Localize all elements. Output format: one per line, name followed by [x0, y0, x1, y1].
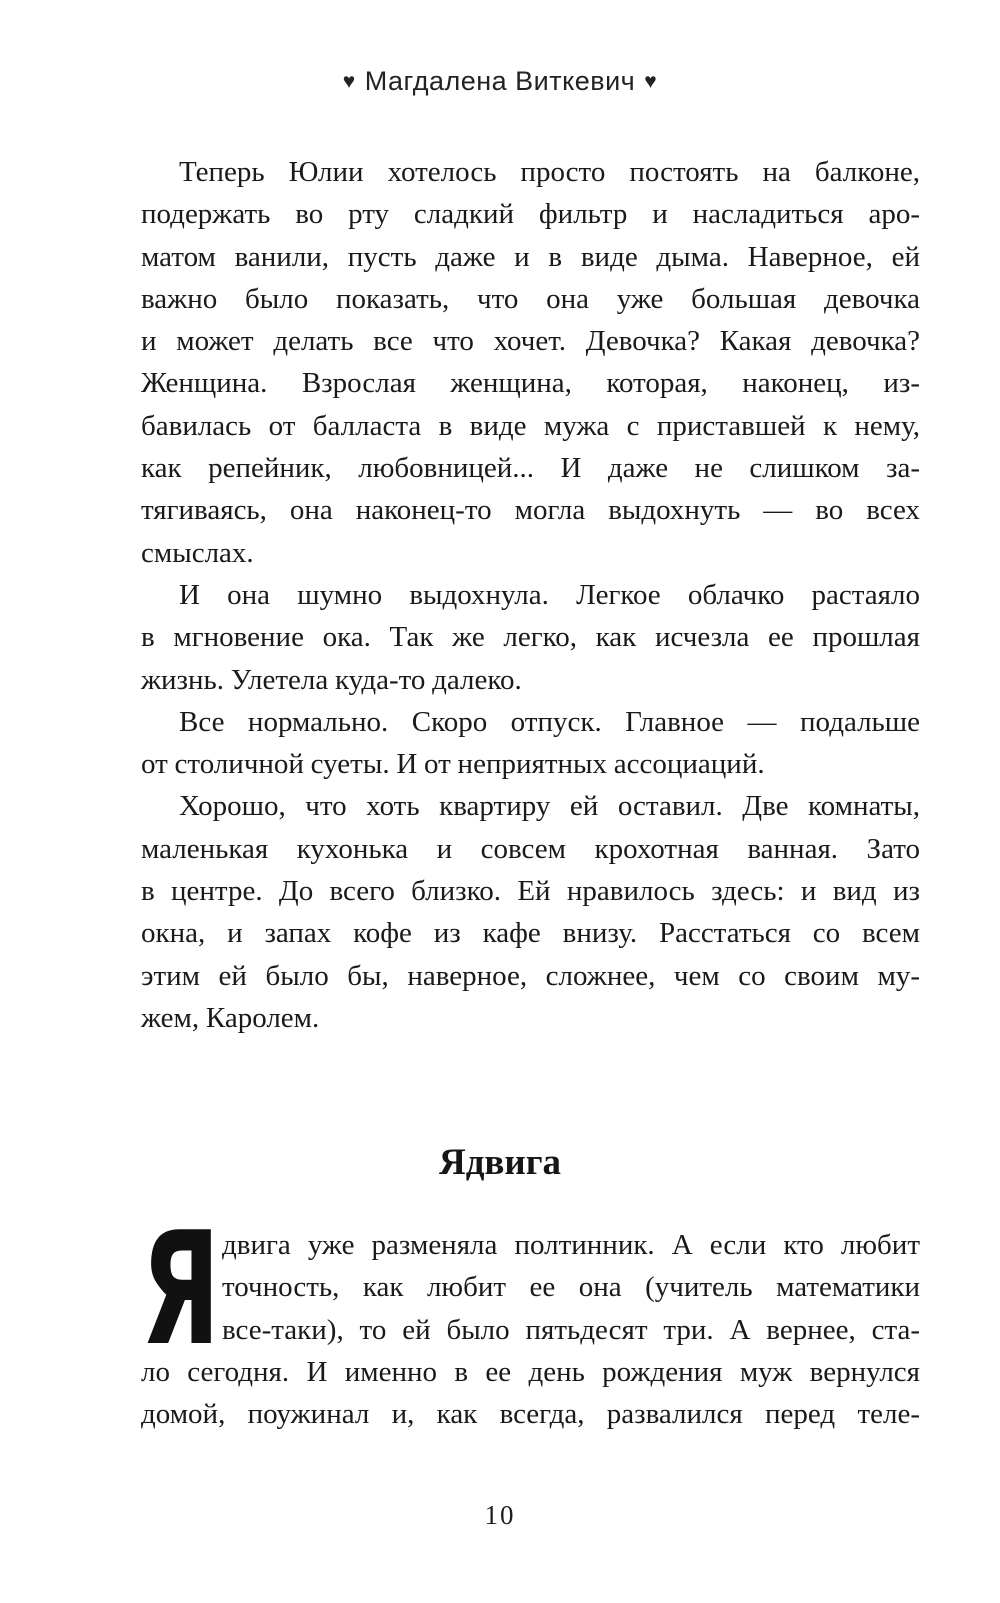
text-line: Женщина. Взрослая женщина, которая, наконец, из- — [141, 367, 920, 400]
text-line: в мгновение ока. Так же легко, как исчезла ее прошлая — [141, 621, 920, 654]
heart-icon: ♥ — [342, 70, 356, 93]
paragraph — [141, 151, 920, 574]
page-number: 10 — [484, 1500, 516, 1530]
chapter-heading: Ядвига — [438, 1142, 562, 1183]
text-line: смыслах. — [141, 536, 254, 569]
text-line: окна, и запах кофе из кафе внизу. Расстаться со всем — [141, 917, 920, 950]
text-line: от столичной суеты. И от неприятных ассоциаций. — [141, 748, 765, 781]
text-line: ло сегодня. И именно в ее день рождения муж вернулся — [141, 1355, 920, 1388]
text-line: бавилась от балласта в виде мужа с приставшей к нему, — [141, 409, 920, 442]
text-line: в центре. До всего близко. Ей нравилось здесь: и вид из — [141, 875, 920, 908]
text-line: жем, Каролем. — [141, 1001, 320, 1034]
text-line: как репейник, любовницей... И даже не слишком за- — [141, 452, 920, 485]
author-name: Магдалена Виткевич — [364, 66, 636, 96]
text-line: тягиваясь, она наконец-то могла выдохнуть — во всех — [141, 494, 920, 527]
heart-icon: ♥ — [644, 70, 658, 93]
text-line: двига уже разменяла полтинник. А если кто любит — [222, 1229, 920, 1261]
text-line: Теперь Юлии хотелось просто постоять на балконе, — [179, 156, 920, 188]
paragraph — [141, 785, 920, 1039]
text-line: все-таки), то ей было пятьдесят три. А вернее, ста- — [222, 1313, 920, 1346]
body-text — [141, 151, 920, 1039]
paragraph — [141, 574, 920, 701]
text-line: Все нормально. Скоро отпуск. Главное — подальше — [179, 705, 920, 738]
drop-cap: Я — [141, 1198, 221, 1380]
text-line: матом ванили, пусть даже и в виде дыма. Наверное, ей — [141, 240, 920, 273]
text-line: жизнь. Улетела куда-то далеко. — [141, 663, 522, 696]
text-line: и может делать все что хочет. Девочка? Какая девочка? — [141, 325, 920, 358]
text-line: точность, как любит ее она (учитель математики — [222, 1271, 920, 1304]
text-line: домой, поужинал и, как всегда, развалился перед теле- — [141, 1398, 920, 1431]
text-line: этим ей было бы, наверное, сложнее, чем со своим му- — [141, 959, 920, 992]
text-line: И она шумно выдохнула. Легкое облачко растаяло — [179, 578, 920, 611]
running-header — [0, 64, 1000, 101]
chapter-opening-paragraph — [141, 1198, 920, 1435]
paragraph — [141, 701, 920, 786]
text-line: важно было показать, что она уже большая девочка — [141, 282, 920, 315]
text-line: маленькая кухонька и совсем крохотная ванная. Зато — [141, 832, 920, 865]
text-line: подержать во рту сладкий фильтр и насладиться аро- — [141, 198, 920, 231]
text-line: Хорошо, что хоть квартиру ей оставил. Две комнаты, — [179, 790, 920, 823]
